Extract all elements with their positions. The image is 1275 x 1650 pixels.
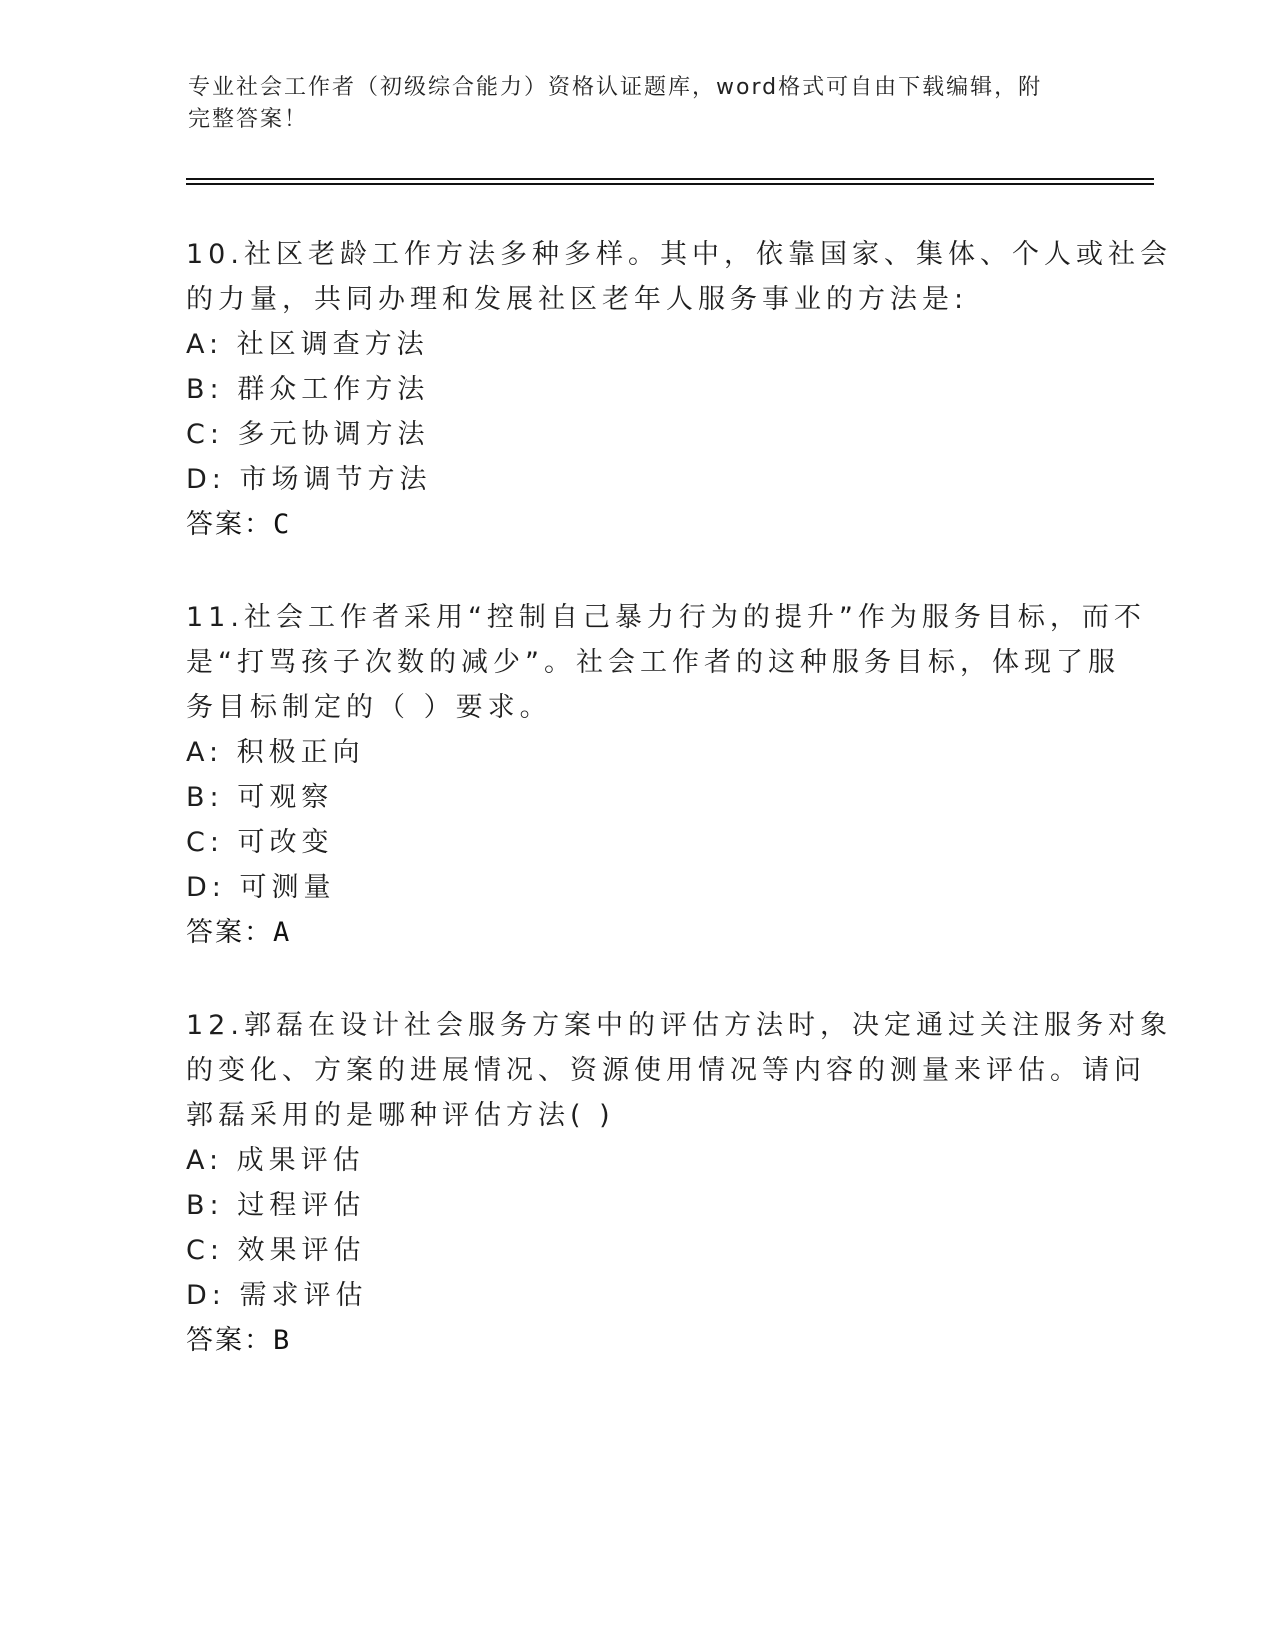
answer-line [186, 910, 1086, 955]
answer-value: B [273, 1325, 292, 1356]
question-stem-line: 12.郭磊在设计社会服务方案中的评估方法时，决定通过关注服务对象 [186, 1010, 1172, 1041]
header-divider-top [186, 178, 1154, 180]
header-line-1: 专业社会工作者（初级综合能力）资格认证题库，word格式可自由下载编辑，附 [188, 75, 1043, 100]
option-a: A: 积极正向 [186, 737, 365, 768]
answer-label: 答案： [186, 917, 273, 948]
question-12 [186, 1003, 1172, 1363]
answer-line [186, 502, 1086, 547]
option-a: A: 成果评估 [186, 1145, 365, 1176]
option-d: D: 需求评估 [186, 1280, 368, 1311]
answer-value: A [273, 917, 292, 948]
answer-label: 答案： [186, 509, 273, 540]
option-a: A: 社区调查方法 [186, 329, 429, 360]
option-b: B: 过程评估 [186, 1190, 366, 1221]
question-stem-line: 务目标制定的（ ）要求。 [186, 692, 552, 723]
answer-value: C [273, 509, 292, 540]
option-b: B: 群众工作方法 [186, 374, 430, 405]
question-11 [186, 595, 1146, 955]
question-stem-line: 10.社区老龄工作方法多种多样。其中，依靠国家、集体、个人或社会 [186, 239, 1172, 270]
option-c: C: 可改变 [186, 827, 334, 858]
document-header [188, 72, 1068, 136]
answer-line [186, 1318, 1086, 1363]
header-line-2: 完整答案！ [188, 107, 309, 132]
question-stem-line: 是“打骂孩子次数的减少”。社会工作者的这种服务目标，体现了服 [186, 647, 1120, 678]
option-c: C: 多元协调方法 [186, 419, 430, 450]
question-stem-line: 的变化、方案的进展情况、资源使用情况等内容的测量来评估。请问 [186, 1055, 1146, 1086]
question-stem-line: 郭磊采用的是哪种评估方法( ) [186, 1100, 615, 1131]
question-stem-line: 的力量，共同办理和发展社区老年人服务事业的方法是: [186, 284, 969, 315]
option-b: B: 可观察 [186, 782, 334, 813]
option-c: C: 效果评估 [186, 1235, 366, 1266]
question-10 [186, 232, 1172, 547]
option-d: D: 市场调节方法 [186, 464, 432, 495]
answer-label: 答案： [186, 1325, 273, 1356]
header-divider-bottom [186, 183, 1154, 185]
question-stem-line: 11.社会工作者采用“控制自己暴力行为的提升”作为服务目标，而不 [186, 602, 1146, 633]
option-d: D: 可测量 [186, 872, 336, 903]
